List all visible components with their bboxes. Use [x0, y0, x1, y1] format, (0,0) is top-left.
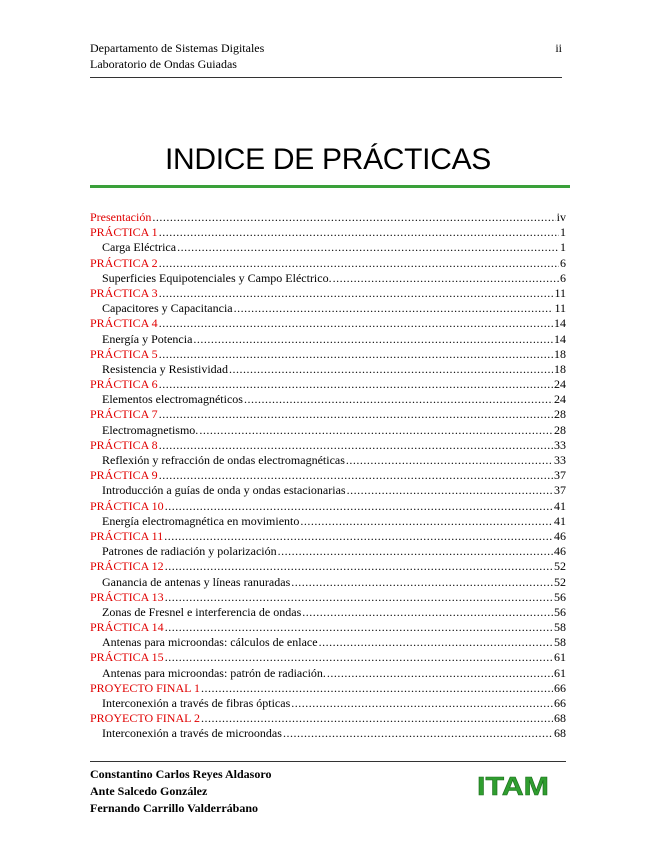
toc-entry-title: PRÁCTICA 6 — [90, 377, 158, 392]
toc-page-number: 33 — [554, 453, 566, 467]
toc-subentry[interactable] — [90, 544, 566, 559]
toc-leader-dots — [302, 605, 553, 620]
toc-entry-title: Carga Eléctrica — [102, 240, 177, 255]
toc-leader-dots — [165, 620, 553, 635]
toc-heading-entry[interactable] — [90, 286, 566, 301]
toc-subentry[interactable] — [90, 635, 566, 650]
toc-heading-entry[interactable] — [90, 377, 566, 392]
toc-subentry[interactable] — [90, 240, 566, 255]
toc-page-number: 6 — [560, 255, 566, 270]
toc-subentry[interactable] — [90, 696, 566, 711]
toc-subentry[interactable] — [90, 362, 566, 377]
toc-page-number: 66 — [554, 696, 566, 710]
toc-leader-dots — [244, 392, 553, 407]
toc-leader-dots — [159, 377, 553, 392]
toc-entry-title: PRÁCTICA 12 — [90, 559, 164, 574]
toc-page-number: 28 — [554, 407, 566, 422]
toc-leader-dots — [346, 453, 553, 468]
toc-entry-title: Superficies Equipotenciales y Campo Eléctrico. — [102, 270, 332, 285]
author-name: Constantino Carlos Reyes Aldasoro — [90, 767, 272, 781]
toc-entry-title: Antenas para microondas: cálculos de enlace — [102, 635, 318, 650]
toc-leader-dots — [165, 590, 553, 605]
lab-name: Laboratorio de Ondas Guiadas — [90, 57, 237, 71]
toc-entry-title: PRÁCTICA 10 — [90, 498, 164, 513]
toc-page-number: 11 — [554, 285, 566, 300]
toc-leader-dots — [201, 711, 553, 726]
toc-page-number: 14 — [554, 331, 566, 346]
toc-entry-title: Introducción a guías de onda y ondas estacionarias — [102, 483, 346, 498]
toc-entry-title: Interconexión a través de fibras ópticas — [102, 696, 291, 710]
toc-entry-title: PRÁCTICA 11 — [90, 528, 164, 543]
svg-text:ITAM: ITAM — [477, 773, 549, 799]
toc-page-number: 61 — [554, 665, 566, 680]
toc-entry-title: PROYECTO FINAL 2 — [90, 711, 201, 726]
toc-heading-entry[interactable] — [90, 590, 566, 605]
toc-heading-entry[interactable] — [90, 529, 566, 544]
toc-page-number: 52 — [554, 574, 566, 589]
toc-page-number: 37 — [554, 483, 566, 498]
toc-entry-title: Patrones de radiación y polarización — [102, 544, 277, 559]
author-name: Ante Salcedo González — [90, 784, 208, 798]
toc-leader-dots — [165, 650, 553, 665]
toc-leader-dots — [159, 225, 559, 240]
toc-page-number: 52 — [554, 559, 566, 574]
toc-heading-entry[interactable] — [90, 650, 566, 665]
toc-page-number: 41 — [554, 498, 566, 513]
toc-leader-dots — [159, 316, 553, 331]
toc-leader-dots — [159, 286, 554, 301]
toc-heading-entry[interactable] — [90, 407, 566, 422]
toc-entry-title: Presentación — [90, 210, 152, 224]
toc-subentry[interactable] — [90, 666, 566, 681]
toc-page-number: 18 — [554, 361, 566, 376]
toc-heading-entry[interactable] — [90, 316, 566, 331]
toc-page-number: 68 — [554, 726, 566, 741]
toc-entry-title: Antenas para microondas: patrón de radiación. — [102, 665, 326, 680]
toc-page-number: 56 — [554, 589, 566, 604]
toc-entry-title: PRÁCTICA 15 — [90, 650, 164, 665]
toc-page-number: 68 — [554, 711, 566, 726]
toc-subentry[interactable] — [90, 423, 566, 438]
toc-entry-title: Elementos electromagnéticos — [102, 392, 243, 407]
toc-page-number: 66 — [554, 680, 566, 695]
toc-page-number: 6 — [560, 270, 566, 285]
toc-page-number: 14 — [554, 316, 566, 331]
toc-leader-dots — [165, 499, 553, 514]
toc-leader-dots — [159, 256, 559, 271]
toc-page-number: 24 — [554, 392, 566, 407]
title-divider — [90, 185, 570, 188]
toc-leader-dots — [159, 347, 553, 362]
toc-heading-entry[interactable] — [90, 499, 566, 514]
toc-entry-title: PROYECTO FINAL 1 — [90, 680, 201, 695]
toc-leader-dots — [319, 635, 553, 650]
toc-entry-title: PRÁCTICA 9 — [90, 468, 158, 483]
toc-leader-dots — [291, 696, 553, 711]
toc-subentry[interactable] — [90, 483, 566, 498]
toc-heading-entry[interactable] — [90, 711, 566, 726]
toc-subentry[interactable] — [90, 514, 566, 529]
toc-page-number: 46 — [554, 544, 566, 559]
toc-entry-title: Interconexión a través de microondas — [102, 726, 282, 741]
toc-entry-title: Resistencia y Resistividad — [102, 361, 228, 376]
toc-entry-title: PRÁCTICA 14 — [90, 620, 164, 635]
toc-leader-dots — [199, 423, 553, 438]
toc-entry-title: PRÁCTICA 8 — [90, 437, 158, 452]
toc-page-number: 61 — [554, 650, 566, 665]
toc-page-number: 41 — [554, 513, 566, 528]
toc-entry-title: Zonas de Fresnel e interferencia de ondas — [102, 604, 302, 619]
toc-subentry[interactable] — [90, 271, 566, 286]
toc-page-number: 58 — [554, 620, 566, 635]
toc-entry-title: Reflexión y refracción de ondas electromagnéticas — [102, 453, 345, 467]
toc-page-number: iv — [556, 210, 566, 224]
toc-subentry[interactable] — [90, 301, 566, 316]
toc-leader-dots — [193, 332, 553, 347]
toc-leader-dots — [159, 438, 553, 453]
toc-heading-entry[interactable] — [90, 559, 566, 574]
toc-entry-title: PRÁCTICA 13 — [90, 589, 164, 604]
toc-subentry[interactable] — [90, 392, 566, 407]
toc-page-number: 1 — [560, 240, 566, 255]
toc-leader-dots — [283, 726, 553, 741]
toc-leader-dots — [177, 240, 559, 255]
toc-heading-entry[interactable] — [90, 210, 566, 225]
toc-heading-entry[interactable] — [90, 468, 566, 483]
toc-heading-entry[interactable] — [90, 438, 566, 453]
toc-subentry[interactable] — [90, 575, 566, 590]
toc-leader-dots — [333, 271, 559, 286]
page-title: INDICE DE PRÁCTICAS — [164, 143, 491, 176]
toc-leader-dots — [164, 529, 553, 544]
toc-page-number: 37 — [554, 468, 566, 483]
toc-leader-dots — [152, 210, 555, 225]
toc-entry-title: Ganancia de antenas y líneas ranuradas — [102, 574, 291, 589]
toc-subentry[interactable] — [90, 605, 566, 620]
toc-entry-title: PRÁCTICA 5 — [90, 346, 158, 361]
toc-leader-dots — [159, 468, 553, 483]
toc-page-number: 56 — [554, 604, 566, 619]
toc-entry-title: Energía electromagnética en movimiento — [102, 513, 300, 528]
toc-leader-dots — [234, 301, 554, 316]
toc-heading-entry[interactable] — [90, 681, 566, 696]
toc-entry-title: PRÁCTICA 7 — [90, 407, 158, 422]
toc-subentry[interactable] — [90, 726, 566, 741]
toc-entry-title: PRÁCTICA 3 — [90, 285, 158, 300]
footer-divider — [90, 761, 566, 762]
page-number: ii — [555, 41, 562, 55]
toc-entry-title: PRÁCTICA 1 — [90, 225, 158, 240]
table-of-contents — [90, 210, 566, 742]
toc-entry-title: Capacitores y Capacitancia — [102, 301, 233, 316]
toc-page-number: 24 — [554, 377, 566, 392]
toc-leader-dots — [159, 407, 553, 422]
toc-leader-dots — [347, 483, 553, 498]
toc-page-number: 58 — [554, 635, 566, 650]
authors-block — [90, 766, 271, 817]
itam-logo-icon — [476, 773, 550, 799]
toc-leader-dots — [291, 575, 553, 590]
toc-page-number: 1 — [560, 225, 566, 240]
toc-heading-entry[interactable] — [90, 347, 566, 362]
toc-leader-dots — [229, 362, 553, 377]
header-divider — [90, 77, 562, 78]
toc-page-number: 46 — [554, 528, 566, 543]
toc-entry-title: Electromagnetismo. — [102, 422, 199, 437]
toc-entry-title: Energía y Potencia — [102, 331, 193, 346]
toc-entry-title: PRÁCTICA 2 — [90, 255, 158, 270]
toc-heading-entry[interactable] — [90, 225, 566, 240]
toc-page-number: 28 — [554, 422, 566, 437]
author-name: Fernando Carrillo Valderrábano — [90, 801, 259, 815]
toc-subentry[interactable] — [90, 332, 566, 347]
toc-heading-entry[interactable] — [90, 256, 566, 271]
toc-entry-title: PRÁCTICA 4 — [90, 316, 158, 331]
toc-leader-dots — [327, 666, 553, 681]
toc-subentry[interactable] — [90, 453, 566, 468]
toc-leader-dots — [165, 559, 553, 574]
toc-heading-entry[interactable] — [90, 620, 566, 635]
toc-page-number: 33 — [554, 437, 566, 452]
toc-leader-dots — [201, 681, 553, 696]
toc-page-number: 18 — [554, 346, 566, 361]
department-name: Departamento de Sistemas Digitales — [90, 41, 265, 55]
page-header — [90, 40, 566, 72]
toc-leader-dots — [300, 514, 553, 529]
toc-page-number: 11 — [554, 301, 566, 316]
toc-leader-dots — [278, 544, 553, 559]
